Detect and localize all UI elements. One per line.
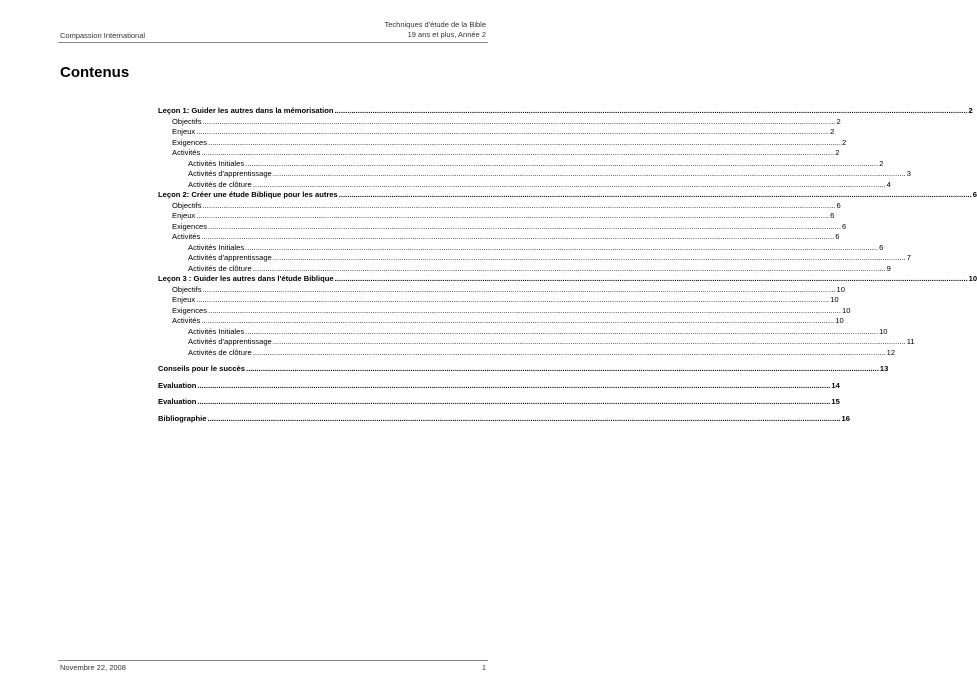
toc-entry-page: 10 (841, 305, 851, 315)
toc-dot-leader: ............................................................................................................................................................................................................................................................................................................ (202, 284, 836, 294)
toc-entry-page: 2 (968, 106, 973, 115)
toc-entry-label: Activités d'apprentissage (188, 253, 272, 262)
toc-entry[interactable] (158, 211, 835, 222)
footer-date: Novembre 22, 2008 (60, 663, 126, 672)
toc-entry-label: Leçon 3 : Guider les autres dans l'étude Biblique (158, 274, 334, 283)
toc-entry-label: Evaluation (158, 380, 197, 390)
toc-entry[interactable] (158, 347, 896, 359)
toc-entry-label: Objectifs (172, 116, 202, 126)
toc-dot-leader: ............................................................................................................................................................................................................................................................................................................ (196, 295, 830, 304)
toc-entry[interactable] (158, 380, 840, 392)
toc-dot-leader: ............................................................................................................................................................................................................................................................................................................ (201, 232, 835, 241)
toc-entry-label: Bibliographie (158, 413, 207, 423)
toc-dot-leader: ............................................................................................................................................................................................................................................................................................................ (196, 211, 830, 220)
toc-entry[interactable] (158, 326, 888, 338)
toc-entry[interactable] (158, 148, 840, 159)
toc-entry-label: Activités d'apprentissage (188, 169, 272, 178)
toc-dot-leader: ............................................................................................................................................................................................................................................................................................................ (197, 380, 831, 390)
toc-entry-page: 10 (830, 295, 839, 304)
toc-entry-page: 10 (836, 284, 845, 294)
toc-entry-label: Activités (172, 232, 201, 241)
toc-entry-page: 2 (879, 158, 884, 168)
toc-entry[interactable] (158, 413, 850, 425)
toc-entry-page: 16 (841, 413, 850, 423)
toc-entry[interactable] (158, 169, 911, 180)
toc-entry-label: Exigences (172, 221, 208, 231)
toc-entry-page: 10 (879, 326, 888, 336)
toc-entry-page: 10 (968, 274, 977, 283)
toc-dot-leader: ............................................................................................................................................................................................................................................................................................................ (272, 337, 906, 346)
toc-dot-leader: ............................................................................................................................................................................................................................................................................................................ (252, 263, 886, 273)
toc-entry[interactable] (158, 242, 884, 254)
toc-entry-label: Exigences (172, 305, 208, 315)
toc-entry-label: Leçon 1: Guider les autres dans la mémorisation (158, 106, 334, 115)
toc-dot-leader: ............................................................................................................................................................................................................................................................................................................ (252, 179, 886, 189)
toc-dot-leader: ............................................................................................................................................................................................................................................................................................................ (202, 116, 836, 126)
toc-entry[interactable] (158, 106, 973, 117)
header-organization: Compassion International (60, 31, 146, 40)
toc-entry-page: 6 (836, 200, 841, 210)
toc-entry-page: 14 (831, 380, 840, 390)
footer-page-number: 1 (481, 663, 486, 672)
toc-entry-page: 2 (830, 127, 835, 136)
toc-entry-page: 2 (835, 148, 840, 157)
toc-entry-label: Activités Initiales (188, 326, 245, 336)
toc-entry-label: Objectifs (172, 284, 202, 294)
toc-entry[interactable] (158, 253, 911, 264)
header-course-info (384, 20, 486, 40)
toc-entry-label: Leçon 2: Créer une étude Biblique pour les autres (158, 190, 338, 199)
page-title: Contenus (60, 64, 130, 81)
toc-dot-leader: ............................................................................................................................................................................................................................................................................................................ (208, 221, 841, 231)
toc-entry[interactable] (158, 397, 840, 408)
toc-entry-page: 6 (835, 232, 840, 241)
toc-entry-label: Enjeux (172, 295, 196, 304)
toc-entry[interactable] (158, 190, 977, 201)
toc-entry[interactable] (158, 305, 851, 317)
toc-entry-label: Activités d'apprentissage (188, 337, 272, 346)
header-course-title: Techniques d'étude de la Bible (384, 20, 486, 29)
toc-entry-label: Activités (172, 316, 201, 325)
toc-dot-leader: ............................................................................................................................................................................................................................................................................................................ (208, 137, 841, 147)
toc-entry-label: Activités Initiales (188, 242, 245, 252)
toc-entry-label: Evaluation (158, 397, 197, 406)
toc-entry[interactable] (158, 263, 891, 275)
toc-entry-page: 7 (906, 253, 911, 262)
toc-entry-label: Conseils pour le succès (158, 364, 245, 373)
toc-dot-leader: ............................................................................................................................................................................................................................................................................................................ (272, 253, 906, 262)
toc-entry[interactable] (158, 200, 841, 212)
toc-dot-leader: ............................................................................................................................................................................................................................................................................................................ (208, 305, 841, 315)
toc-entry-page: 6 (972, 190, 977, 199)
toc-entry-page: 2 (836, 116, 841, 126)
toc-entry[interactable] (158, 179, 891, 191)
toc-entry-page: 13 (879, 364, 889, 373)
toc-entry[interactable] (158, 284, 845, 296)
header-audience: 19 ans et plus, Année 2 (407, 30, 486, 39)
toc-entry[interactable] (158, 232, 840, 243)
toc-entry-page: 2 (841, 137, 847, 147)
toc-entry-label: Activités de clôture (188, 179, 252, 189)
toc-dot-leader: ............................................................................................................................................................................................................................................................................................................ (334, 274, 968, 283)
toc-dot-leader: ............................................................................................................................................................................................................................................................................................................ (245, 326, 879, 336)
toc-entry-label: Enjeux (172, 211, 196, 220)
toc-entry-label: Objectifs (172, 200, 202, 210)
toc-entry-page: 6 (841, 221, 847, 231)
toc-entry-label: Enjeux (172, 127, 196, 136)
toc-entry[interactable] (158, 337, 915, 348)
toc-entry[interactable] (158, 127, 835, 138)
toc-dot-leader: ............................................................................................................................................................................................................................................................................................................ (334, 106, 968, 115)
footer-divider (58, 660, 488, 661)
toc-entry-label: Activités (172, 148, 201, 157)
toc-entry[interactable] (158, 316, 844, 327)
toc-entry-page: 15 (831, 397, 840, 406)
toc-entry[interactable] (158, 158, 884, 170)
toc-dot-leader: ............................................................................................................................................................................................................................................................................................................ (338, 190, 972, 199)
toc-entry[interactable] (158, 116, 841, 128)
toc-entry-label: Activités de clôture (188, 263, 252, 273)
toc-entry-page: 10 (835, 316, 844, 325)
toc-entry-page: 12 (886, 347, 896, 357)
toc-dot-leader: ............................................................................................................................................................................................................................................................................................................ (201, 148, 835, 157)
toc-entry-page: 6 (879, 242, 884, 252)
toc-entry-page: 6 (830, 211, 835, 220)
toc-entry-page: 4 (886, 179, 891, 189)
toc-entry[interactable] (158, 364, 889, 375)
toc-dot-leader: ............................................................................................................................................................................................................................................................................................................ (202, 200, 836, 210)
toc-entry-page: 3 (906, 169, 911, 178)
toc-dot-leader: ............................................................................................................................................................................................................................................................................................................ (197, 397, 831, 406)
toc-entry-page: 11 (906, 337, 915, 346)
toc-entry[interactable] (158, 137, 847, 149)
header-divider (58, 42, 488, 43)
toc-dot-leader: ............................................................................................................................................................................................................................................................................................................ (196, 127, 830, 136)
toc-dot-leader: ............................................................................................................................................................................................................................................................................................................ (245, 242, 879, 252)
toc-entry[interactable] (158, 274, 977, 285)
toc-dot-leader: ............................................................................................................................................................................................................................................................................................................ (272, 169, 906, 178)
toc-dot-leader: ............................................................................................................................................................................................................................................................................................................ (207, 413, 841, 423)
toc-dot-leader: ............................................................................................................................................................................................................................................................................................................ (245, 364, 879, 373)
toc-dot-leader: ............................................................................................................................................................................................................................................................................................................ (201, 316, 835, 325)
toc-entry[interactable] (158, 295, 839, 306)
toc-entry-label: Activités de clôture (188, 347, 252, 357)
toc-entry-page: 9 (886, 263, 891, 273)
toc-entry-label: Exigences (172, 137, 208, 147)
toc-entry-label: Activités Initiales (188, 158, 245, 168)
toc-entry[interactable] (158, 221, 847, 233)
table-of-contents (158, 106, 977, 424)
toc-dot-leader: ............................................................................................................................................................................................................................................................................................................ (245, 158, 879, 168)
toc-dot-leader: ............................................................................................................................................................................................................................................................................................................ (252, 347, 886, 357)
